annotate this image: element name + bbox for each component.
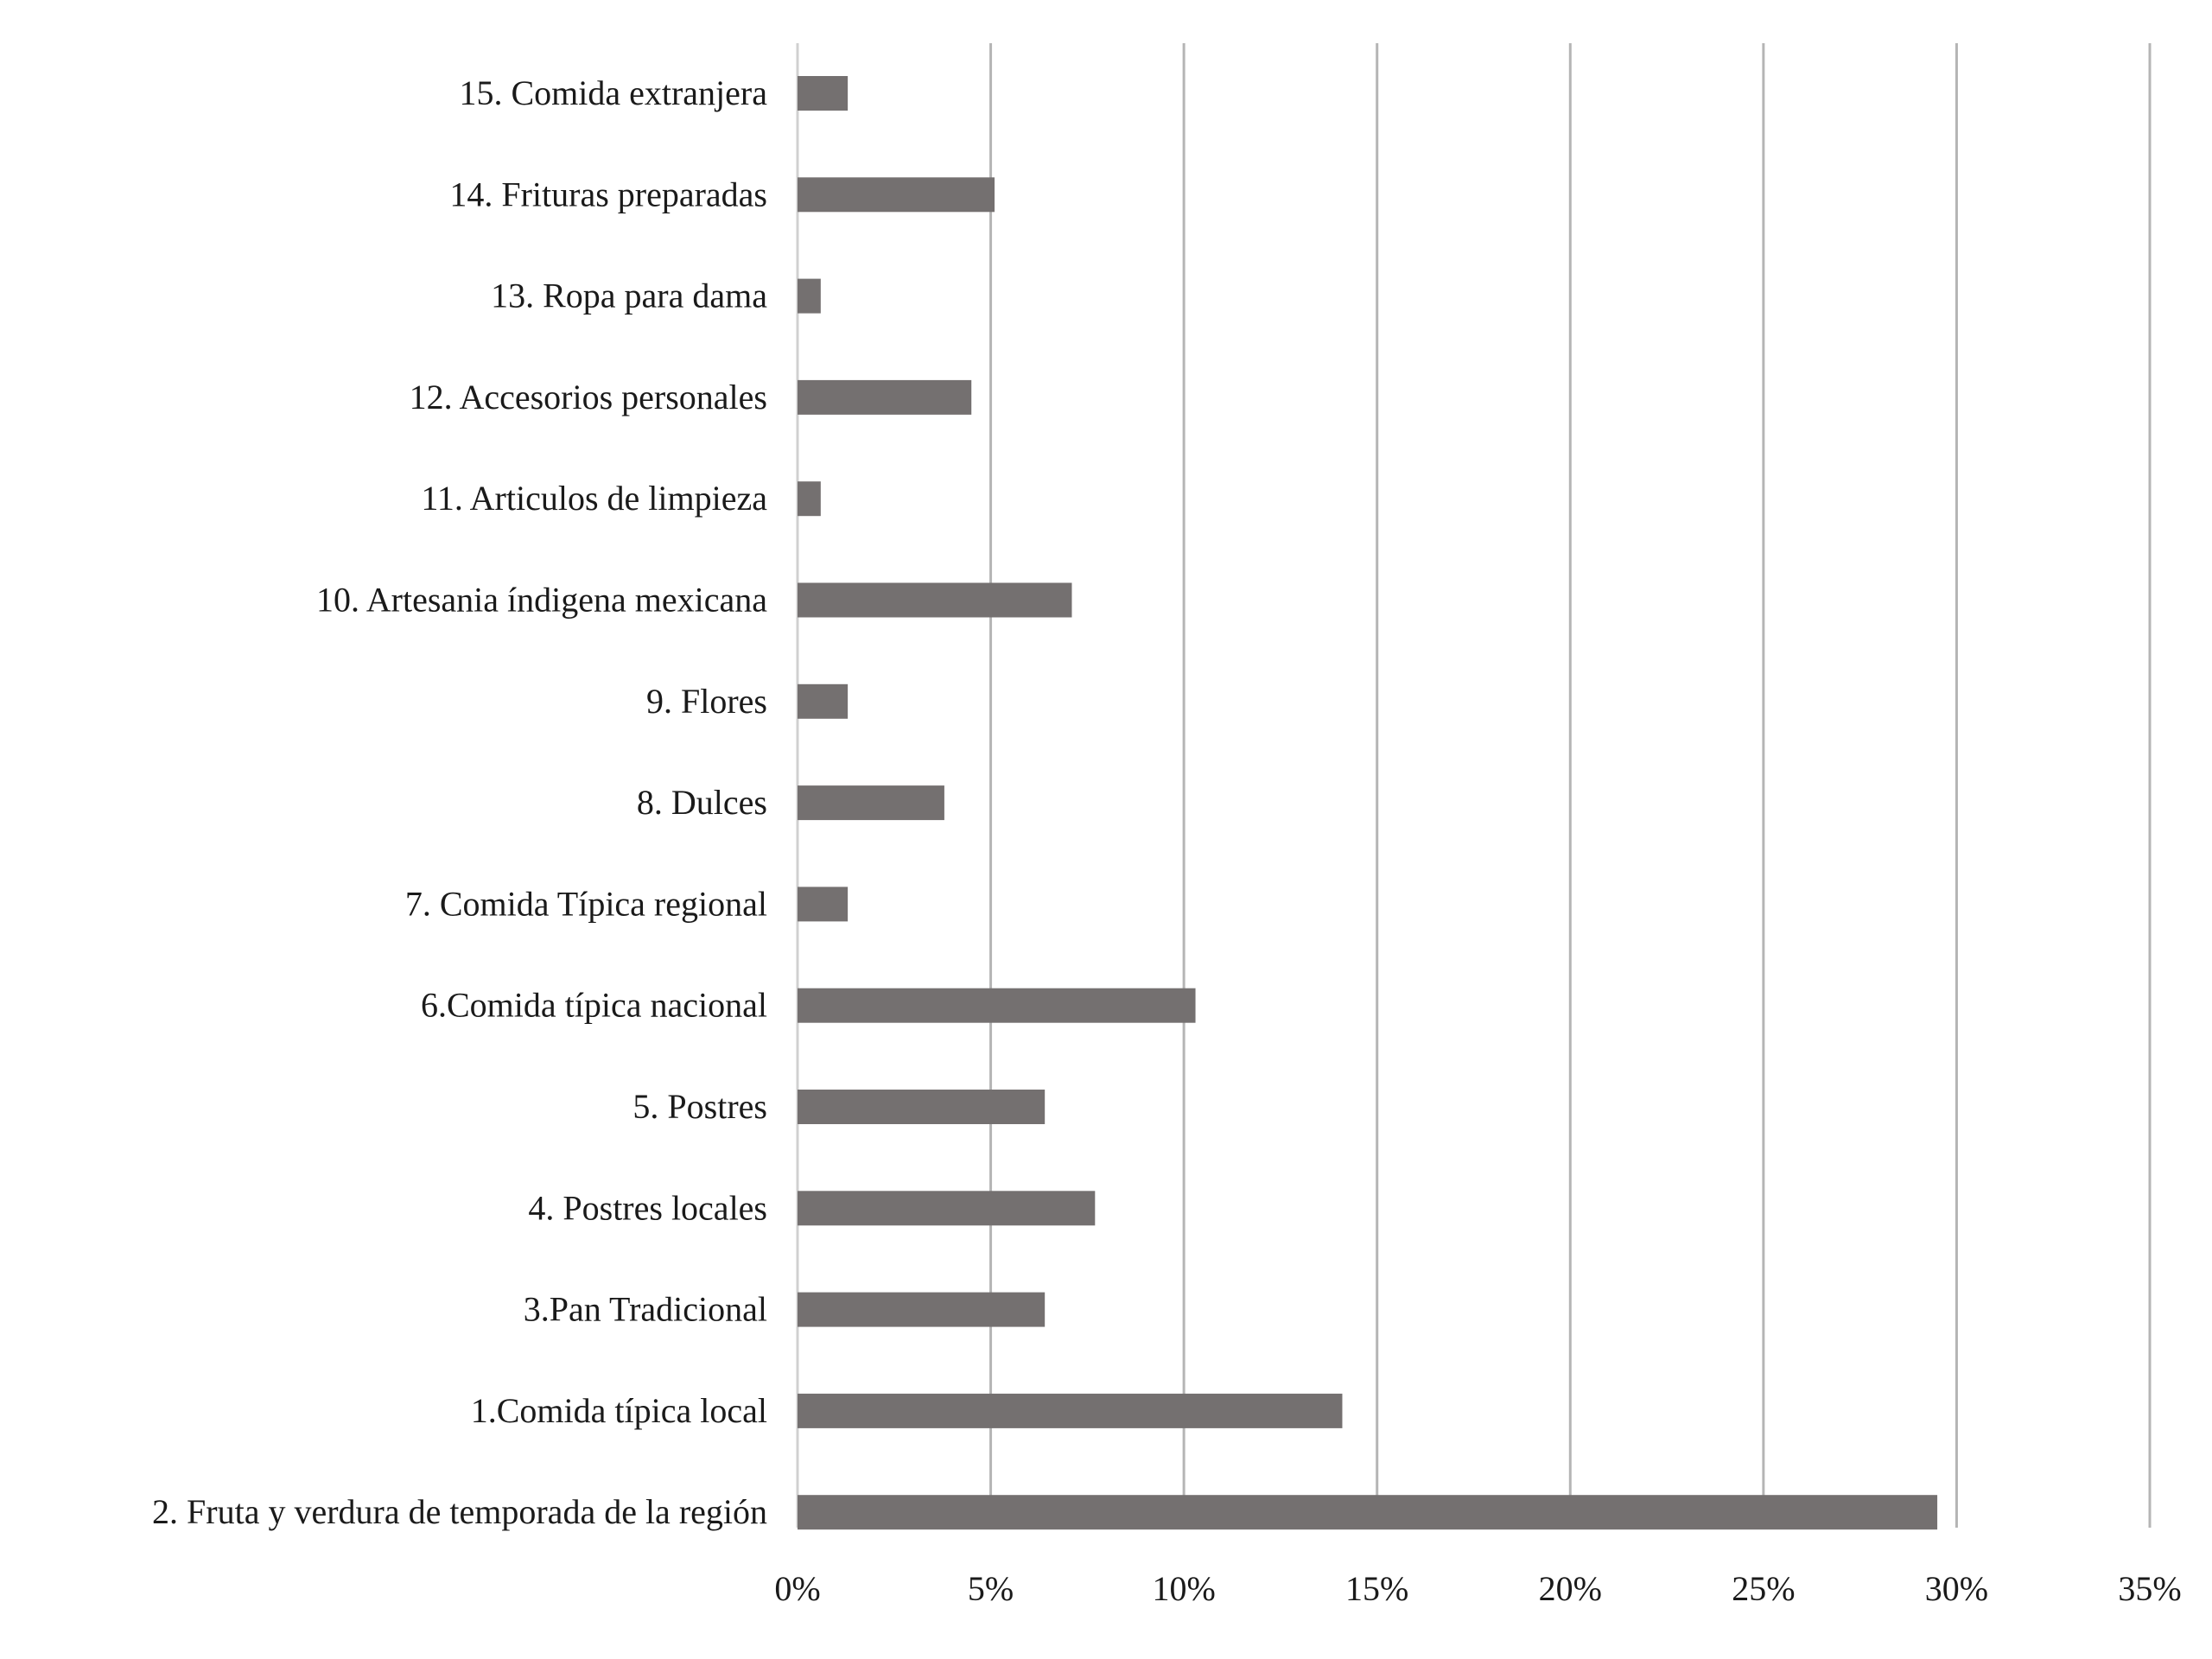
category-label: 7. Comida Típica regional [404, 884, 767, 924]
bar [798, 177, 995, 212]
bar [798, 583, 1071, 618]
x-tick-label: 10% [1152, 1569, 1216, 1608]
category-label: 10. Artesania índigena mexicana [315, 580, 767, 620]
bar [798, 988, 1196, 1023]
bar [798, 1394, 1342, 1428]
category-labels [152, 73, 767, 1531]
x-tick-labels [774, 1569, 2181, 1608]
category-label: 1.Comida típica local [470, 1390, 767, 1430]
x-tick-label: 0% [774, 1569, 821, 1608]
x-tick-label: 5% [967, 1569, 1014, 1608]
category-label: 15. Comida extranjera [459, 73, 767, 112]
x-tick-label: 30% [1924, 1569, 1989, 1608]
category-label: 14. Frituras preparadas [449, 175, 767, 214]
category-label: 3.Pan Tradicional [523, 1289, 767, 1329]
bar [798, 785, 944, 820]
category-label: 9. Flores [646, 681, 767, 721]
category-label: 11. Articulos de limpieza [421, 479, 767, 518]
category-label: 2. Fruta y verdura de temporada de la región [152, 1492, 767, 1532]
category-label: 8. Dulces [636, 783, 767, 823]
category-label: 4. Postres locales [528, 1188, 767, 1228]
x-tick-label: 15% [1345, 1569, 1409, 1608]
x-tick-label: 20% [1538, 1569, 1602, 1608]
bar [798, 1090, 1045, 1124]
bar [798, 76, 848, 111]
x-tick-label: 25% [1732, 1569, 1796, 1608]
category-label: 6.Comida típica nacional [421, 985, 767, 1025]
bar [798, 1293, 1045, 1327]
category-label: 13. Ropa para dama [491, 276, 767, 315]
bar [798, 380, 971, 415]
x-tick-label: 35% [2118, 1569, 2182, 1608]
category-label: 5. Postres [632, 1087, 767, 1126]
bar [798, 279, 821, 314]
category-label: 12. Accesorios personales [409, 377, 767, 416]
bar-layer [798, 76, 1937, 1529]
bar [798, 1495, 1937, 1529]
bar [798, 684, 848, 719]
bar [798, 887, 848, 921]
bar [798, 1191, 1095, 1225]
bar [798, 481, 821, 516]
